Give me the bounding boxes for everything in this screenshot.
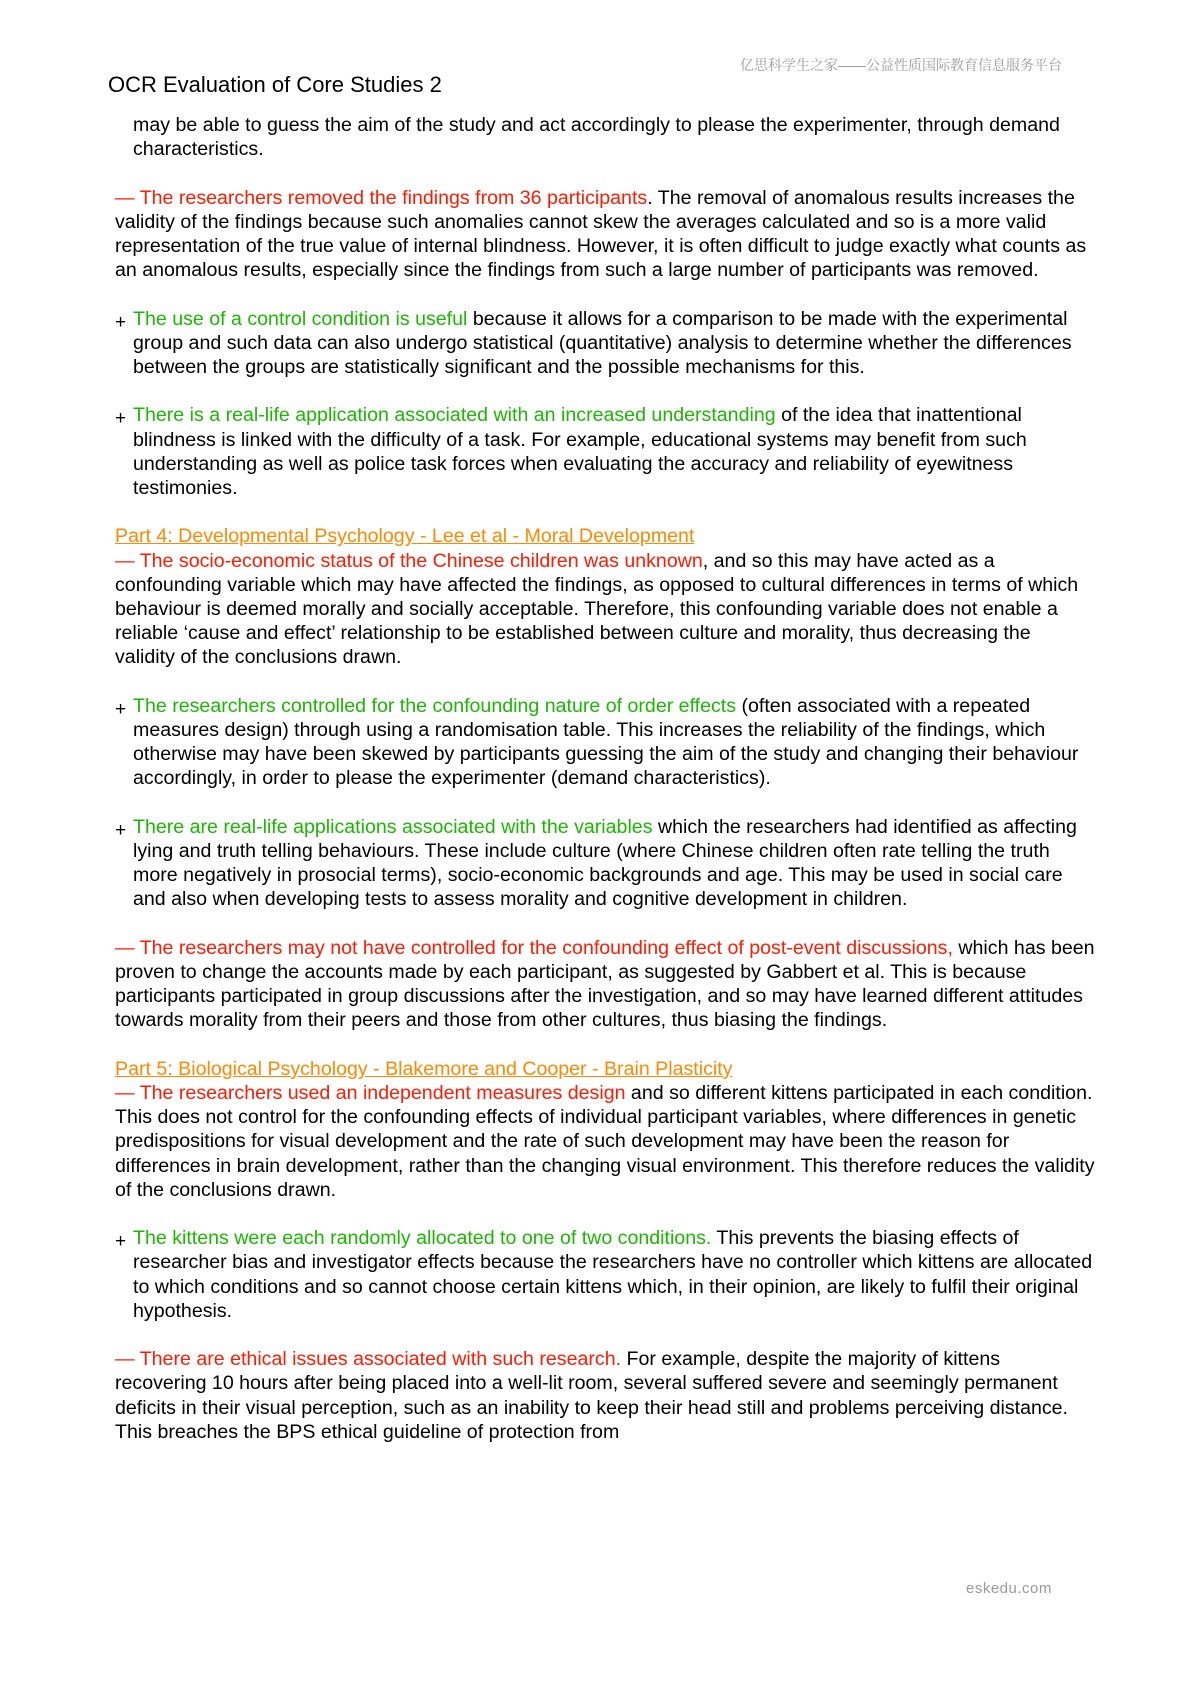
point-highlight: The researchers removed the findings from 36 participants [139, 186, 648, 209]
minus-marker: — [115, 936, 135, 959]
point-highlight: The researchers controlled for the confounding nature of order effects [133, 694, 737, 717]
plus-marker: + [115, 408, 127, 430]
plus-marker: + [115, 819, 127, 841]
evaluation-point-positive [115, 403, 1095, 500]
point-highlight: There are real-life applications associated with the variables [133, 815, 653, 838]
evaluation-point-negative [115, 1347, 1095, 1444]
paragraph-continuation [115, 113, 1095, 161]
evaluation-point-negative [115, 549, 1095, 670]
point-highlight: The socio-economic status of the Chinese children was unknown [139, 549, 703, 572]
minus-marker: — [115, 186, 135, 209]
paragraph-text: may be able to guess the aim of the study and act accordingly to please the experimenter, through demand characteristics. [133, 114, 1060, 161]
point-text: because it allows for a comparison to be made with the experimental group and such data can also undergo statistical (quantitative) analysis to determine whether the differences between the groups are statistically significant and the possible mechanisms for this. [133, 307, 1072, 378]
evaluation-point-negative [115, 936, 1095, 1033]
point-highlight: There are ethical issues associated with such research. [139, 1348, 622, 1371]
point-highlight: The kittens were each randomly allocated to one of two conditions. [133, 1227, 712, 1250]
point-text: which the researchers had identified as affecting lying and truth telling behaviours. These include culture (where Chinese children often rate telling the truth more negatively in prosocial terms), socio-economic backgrounds and age. This may be used in social care and also when developing tests to assess morality and cognitive development in children. [133, 815, 1077, 911]
footer-site-watermark: eskedu.com [966, 1580, 1052, 1597]
point-highlight: The use of a control condition is useful [133, 307, 468, 330]
evaluation-point-positive [115, 1226, 1095, 1323]
document-title: OCR Evaluation of Core Studies 2 [108, 72, 442, 97]
evaluation-point-negative [115, 1081, 1095, 1202]
point-highlight: There is a real-life application associated with an increased understanding [133, 404, 776, 427]
point-text: For example, despite the majority of kittens recovering 10 hours after being placed into a well-lit room, several suffered severe and seemingly permanent deficits in their visual perception, such as an inability to keep their head still and problems perceiving distance. This breaches the BPS ethical guideline of protection from [115, 1348, 1068, 1443]
point-text: , and so this may have acted as a confounding variable which may have affected the findings, as opposed to cultural differences in terms of which behaviour is deemed morally and socially acceptable. Therefore, this confounding variable does not enable a reliable ‘cause and effect’ relationship to be established between culture and morality, thus decreasing the validity of the conclusions drawn. [115, 549, 1079, 669]
minus-marker: — [115, 1348, 135, 1371]
point-text: This prevents the biasing effects of researcher bias and investigator effects because the researchers have no controller which kittens are allocated to which conditions and so cannot choose certain kittens which, in their opinion, are likely to fulfil their original hypothesis. [133, 1227, 1093, 1322]
point-text: (often associated with a repeated measures design) through using a randomisation table. This increases the reliability of the findings, which otherwise may have been skewed by participants guessing the aim of the study and changing their behaviour accordingly, in order to please the experimenter (demand characteristics). [133, 694, 1079, 790]
evaluation-point-positive [115, 815, 1095, 912]
document-body [115, 113, 1095, 1468]
point-text: which has been proven to change the accounts made by each participant, as suggested by Gabbert et al. This is because participants participated in group discussions after the investigation, and so may have learned different attitudes towards morality from their peers and those from other cultures, thus biasing the findings. [115, 936, 1095, 1032]
plus-marker: + [115, 1231, 127, 1253]
minus-marker: — [115, 1082, 135, 1104]
evaluation-point-positive [115, 694, 1095, 791]
header-watermark: 亿思科学生之家——公益性质国际教育信息服务平台 [740, 57, 1062, 73]
plus-marker: + [115, 698, 127, 720]
plus-marker: + [115, 311, 127, 333]
point-text: . The removal of anomalous results increases the validity of the findings because such anomalies cannot skew the averages calculated and so is a more valid representation of the true value of internal blindness. However, it is often difficult to judge exactly what counts as an anomalous results, especially since the findings from such a large number of participants was removed. [115, 186, 1087, 282]
point-highlight: The researchers used an independent measures design [139, 1082, 626, 1104]
section-heading-part-4[interactable]: Part 4: Developmental Psychology - Lee et al - Moral Development [115, 525, 695, 548]
point-text: and so different kittens participated in each condition. This does not control for the confounding effects of individual participant variables, where differences in genetic predispositions for visual development and the rate of such development may have been the reason for differences in brain development, rather than the changing visual environment. This therefore reduces the validity of the conclusions drawn. [115, 1082, 1095, 1201]
evaluation-point-negative [115, 186, 1095, 283]
section-heading-part-5[interactable]: Part 5: Biological Psychology - Blakemore and Cooper - Brain Plasticity [115, 1057, 733, 1080]
minus-marker: — [115, 549, 135, 572]
evaluation-point-positive [115, 307, 1095, 380]
point-text: of the idea that inattentional blindness is linked with the difficulty of a task. For example, educational systems may benefit from such understanding as well as police task forces when evaluating the accuracy and reliability of eyewitness testimonies. [133, 404, 1027, 499]
point-highlight: The researchers may not have controlled for the confounding effect of post-event discussions, [139, 936, 953, 959]
